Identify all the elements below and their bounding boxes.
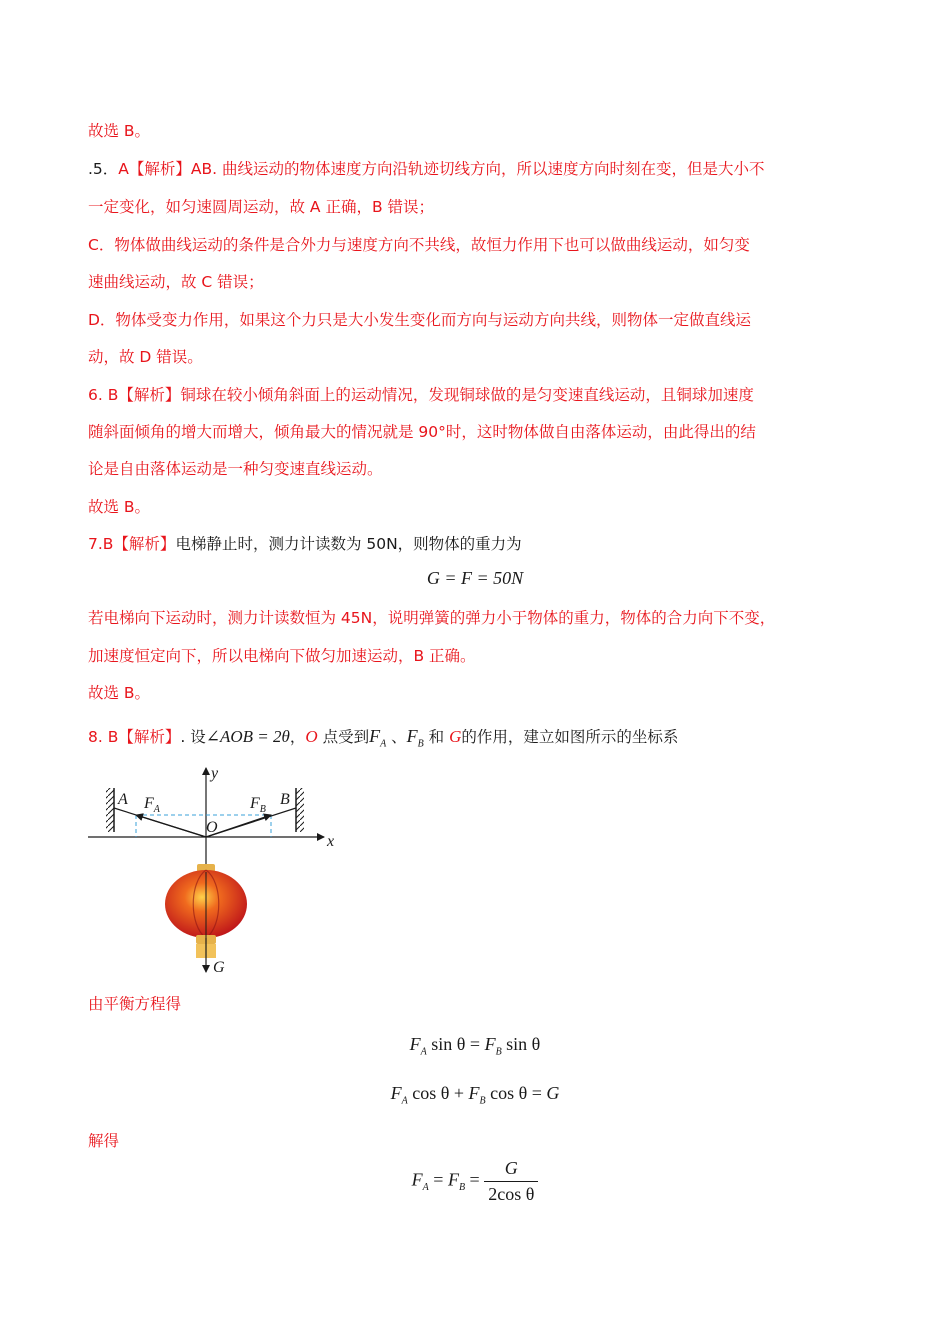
label-fa: $F_A$: [144, 795, 160, 815]
answer-label: 7.B【解析】: [88, 535, 176, 553]
explanation-text: 电梯静止时，测力计读数为 50N，则物体的重力为: [175, 535, 522, 553]
text-line: 随斜面倾角的增大而增大，倾角最大的情况就是 90°时，这时物体做自由落体运动，由此得出的结: [88, 423, 756, 441]
label-b: B: [280, 791, 290, 808]
text-line: 速曲线运动，故 C 错误；: [88, 273, 264, 291]
label-y: y: [211, 765, 219, 782]
fraction: $\frac{G}{\text{2cos θ}}$: [484, 1158, 538, 1205]
equation-horizontal: $F_A$ $\sin \theta = F_B$ sin θ: [409, 1034, 541, 1058]
text-line: 解得: [88, 1132, 120, 1150]
force-arrow-fa: [136, 815, 206, 837]
force-fb: $F_B$: [406, 726, 424, 750]
label-fb: $F_B$: [250, 795, 266, 815]
question-number: .5．: [88, 160, 119, 178]
label-x: x: [327, 833, 335, 850]
text-line: C．物体做曲线运动的条件是合外力与速度方向不共线，故恒力作用下也可以做曲线运动，如匀变: [88, 236, 750, 254]
text-line: 故选 B。: [88, 684, 151, 702]
answer-text: A【解析】AB. 曲线运动的物体速度方向沿轨迹切线方向，所以速度方向时刻在变，但是大小不: [118, 160, 765, 178]
label-a: A: [118, 791, 128, 808]
label-g: G: [213, 959, 225, 976]
force-g: G: [449, 727, 462, 746]
text-line: 动，故 D 错误。: [88, 348, 203, 366]
text-line: 6. B【解析】铜球在较小倾角斜面上的运动情况，发现铜球做的是匀变速直线运动，且铜球加速度: [88, 386, 754, 404]
text-fragment: 点受到: [317, 728, 370, 746]
force-fa: $F_A$: [369, 726, 387, 750]
text-line: 加速度恒定向下，所以电梯向下做匀加速运动，B 正确。: [88, 647, 476, 665]
equation-solution: $F_A = F_B$ = $\frac{G}{\text{2cos θ}}$: [0, 1158, 950, 1205]
text-line: 论是自由落体运动是一种匀变速直线运动。: [88, 460, 383, 478]
text-line: [88, 158, 765, 180]
angle-expression: ∠AOB = 2θ: [205, 727, 290, 746]
equation-vertical: $F_A$ $\cos \theta + F_B$ cos θ = G: [390, 1083, 560, 1107]
point-o: O: [305, 727, 318, 746]
text-fragment: . 设: [180, 728, 206, 746]
left-wall: [106, 788, 114, 832]
text-line: 若电梯向下运动时，测力计读数恒为 45N，说明弹簧的弹力小于物体的重力，物体的合力向下不变，: [88, 609, 776, 627]
text-fragment: 的作用，建立如图所示的坐标系: [461, 728, 679, 746]
text-fragment: 、: [386, 728, 407, 746]
answer-label: 8. B【解析】: [88, 728, 181, 746]
text-line: [88, 725, 678, 756]
text-line: 故选 B。: [88, 122, 151, 140]
projection-lines: [136, 815, 271, 837]
text-fragment: 和: [423, 728, 450, 746]
text-line: 一定变化，如匀速圆周运动，故 A 正确，B 错误；: [88, 198, 435, 216]
equation-gravity: G = F = 50N: [426, 568, 524, 588]
text-line: 故选 B。: [88, 498, 151, 516]
text-fragment: ，: [289, 728, 306, 746]
label-o: O: [206, 819, 218, 836]
text-line: D．物体受变力作用，如果这个力只是大小发生变化而方向与运动方向共线，则物体一定做直线运: [88, 311, 751, 329]
text-line: [88, 533, 522, 555]
right-wall: [296, 788, 304, 832]
text-line: 由平衡方程得: [88, 995, 182, 1013]
force-diagram: [84, 760, 354, 978]
